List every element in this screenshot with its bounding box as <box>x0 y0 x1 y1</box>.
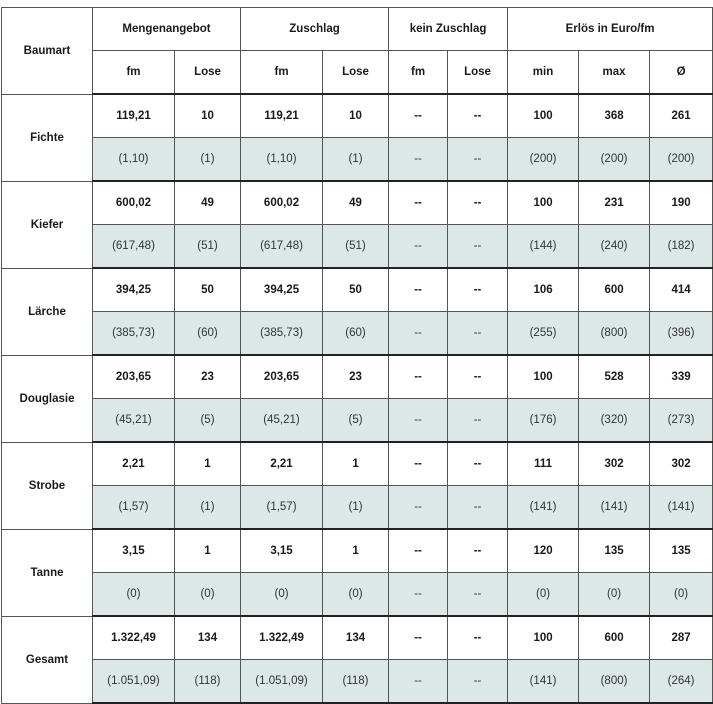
species-group <box>2 355 713 442</box>
cell-current: -- <box>448 442 508 486</box>
cell-current: 1.322,49 <box>93 616 175 660</box>
species-group <box>2 94 713 181</box>
cell-previous: (182) <box>650 225 713 269</box>
cell-current: -- <box>389 529 448 573</box>
cell-previous: -- <box>389 660 448 704</box>
cell-current: 119,21 <box>241 94 323 138</box>
cell-previous: (45,21) <box>93 399 175 443</box>
cell-previous: (141) <box>508 486 579 530</box>
cell-current: 3,15 <box>93 529 175 573</box>
cell-current: -- <box>389 616 448 660</box>
cell-current: 368 <box>579 94 650 138</box>
subheader-lose: Lose <box>175 51 241 95</box>
cell-previous: (200) <box>650 138 713 182</box>
cell-previous: (200) <box>579 138 650 182</box>
table-row-previous <box>2 312 713 356</box>
cell-previous: -- <box>389 138 448 182</box>
cell-previous: (385,73) <box>93 312 175 356</box>
cell-previous: -- <box>448 138 508 182</box>
species-name: Tanne <box>2 529 93 616</box>
header-baumart: Baumart <box>2 8 93 95</box>
table-row-previous <box>2 486 713 530</box>
species-name: Lärche <box>2 268 93 355</box>
cell-current: 100 <box>508 181 579 225</box>
cell-previous: (255) <box>508 312 579 356</box>
cell-previous: (1.051,09) <box>241 660 323 704</box>
cell-previous: (118) <box>175 660 241 704</box>
species-name: Kiefer <box>2 181 93 268</box>
cell-current: -- <box>389 94 448 138</box>
cell-previous: (320) <box>579 399 650 443</box>
cell-current: 394,25 <box>241 268 323 312</box>
table-row-current <box>2 355 713 399</box>
cell-current: 190 <box>650 181 713 225</box>
cell-current: 394,25 <box>93 268 175 312</box>
cell-current: 10 <box>323 94 389 138</box>
cell-current: 49 <box>175 181 241 225</box>
header-mengenangebot: Mengenangebot <box>93 8 241 51</box>
cell-current: -- <box>448 181 508 225</box>
table-row-current <box>2 442 713 486</box>
species-name: Strobe <box>2 442 93 529</box>
cell-previous: (0) <box>650 573 713 617</box>
species-group <box>2 529 713 616</box>
cell-current: -- <box>448 529 508 573</box>
cell-current: 2,21 <box>93 442 175 486</box>
table-row-current <box>2 181 713 225</box>
cell-previous: -- <box>389 573 448 617</box>
cell-current: 50 <box>175 268 241 312</box>
cell-current: 135 <box>579 529 650 573</box>
cell-current: 10 <box>175 94 241 138</box>
species-group <box>2 616 713 703</box>
cell-current: -- <box>448 355 508 399</box>
cell-current: -- <box>389 268 448 312</box>
cell-previous: (1.051,09) <box>93 660 175 704</box>
cell-previous: (1) <box>323 138 389 182</box>
species-group <box>2 181 713 268</box>
cell-current: 287 <box>650 616 713 660</box>
cell-previous: -- <box>448 486 508 530</box>
cell-previous: (800) <box>579 660 650 704</box>
cell-previous: (264) <box>650 660 713 704</box>
timber-auction-table <box>1 7 713 704</box>
cell-current: 302 <box>579 442 650 486</box>
cell-previous: (273) <box>650 399 713 443</box>
cell-current: -- <box>448 268 508 312</box>
subheader-lose: Lose <box>448 51 508 95</box>
species-name: Douglasie <box>2 355 93 442</box>
cell-previous: (1,10) <box>241 138 323 182</box>
cell-previous: (800) <box>579 312 650 356</box>
cell-previous: (141) <box>650 486 713 530</box>
subheader-avg: Ø <box>650 51 713 95</box>
table-row-current <box>2 616 713 660</box>
cell-current: 1 <box>175 529 241 573</box>
cell-current: 600,02 <box>93 181 175 225</box>
subheader-fm: fm <box>93 51 175 95</box>
cell-previous: (60) <box>175 312 241 356</box>
cell-current: 134 <box>175 616 241 660</box>
cell-previous: (385,73) <box>241 312 323 356</box>
cell-previous: (60) <box>323 312 389 356</box>
table-row-current <box>2 94 713 138</box>
cell-previous: (176) <box>508 399 579 443</box>
cell-current: 3,15 <box>241 529 323 573</box>
subheader-max: max <box>579 51 650 95</box>
cell-previous: (0) <box>323 573 389 617</box>
cell-current: 23 <box>175 355 241 399</box>
cell-current: 600 <box>579 268 650 312</box>
cell-current: 49 <box>323 181 389 225</box>
cell-previous: -- <box>389 225 448 269</box>
cell-current: 1 <box>323 442 389 486</box>
cell-current: 600,02 <box>241 181 323 225</box>
cell-previous: -- <box>448 399 508 443</box>
table-row-previous <box>2 225 713 269</box>
table-row-previous <box>2 573 713 617</box>
cell-current: 100 <box>508 355 579 399</box>
cell-current: 134 <box>323 616 389 660</box>
cell-previous: (51) <box>323 225 389 269</box>
cell-current: 203,65 <box>241 355 323 399</box>
cell-current: 261 <box>650 94 713 138</box>
table-row-previous <box>2 138 713 182</box>
cell-previous: (1,57) <box>241 486 323 530</box>
subheader-min: min <box>508 51 579 95</box>
species-group <box>2 442 713 529</box>
subheader-fm: fm <box>241 51 323 95</box>
cell-current: 120 <box>508 529 579 573</box>
cell-current: 600 <box>579 616 650 660</box>
species-name: Gesamt <box>2 616 93 703</box>
cell-current: 135 <box>650 529 713 573</box>
cell-previous: (1) <box>323 486 389 530</box>
cell-previous: (0) <box>579 573 650 617</box>
cell-previous: (1) <box>175 138 241 182</box>
cell-previous: (118) <box>323 660 389 704</box>
cell-current: -- <box>389 442 448 486</box>
cell-previous: -- <box>448 573 508 617</box>
cell-current: 23 <box>323 355 389 399</box>
cell-current: 302 <box>650 442 713 486</box>
species-group <box>2 268 713 355</box>
cell-previous: -- <box>389 312 448 356</box>
cell-previous: -- <box>448 312 508 356</box>
cell-current: 111 <box>508 442 579 486</box>
cell-current: -- <box>389 355 448 399</box>
cell-current: 1 <box>175 442 241 486</box>
cell-previous: (141) <box>579 486 650 530</box>
header-erloes: Erlös in Euro/fm <box>508 8 713 51</box>
cell-current: 203,65 <box>93 355 175 399</box>
cell-previous: (617,48) <box>241 225 323 269</box>
cell-previous: -- <box>448 225 508 269</box>
cell-previous: -- <box>389 399 448 443</box>
cell-current: 339 <box>650 355 713 399</box>
cell-previous: (617,48) <box>93 225 175 269</box>
cell-current: -- <box>448 616 508 660</box>
cell-current: 1 <box>323 529 389 573</box>
subheader-fm: fm <box>389 51 448 95</box>
header-zuschlag: Zuschlag <box>241 8 389 51</box>
cell-current: 106 <box>508 268 579 312</box>
cell-previous: (0) <box>508 573 579 617</box>
cell-current: 100 <box>508 616 579 660</box>
cell-current: 231 <box>579 181 650 225</box>
cell-current: 50 <box>323 268 389 312</box>
cell-previous: (51) <box>175 225 241 269</box>
subheader-lose: Lose <box>323 51 389 95</box>
species-name: Fichte <box>2 94 93 181</box>
cell-previous: (5) <box>323 399 389 443</box>
table-row-current <box>2 529 713 573</box>
cell-current: 528 <box>579 355 650 399</box>
cell-current: 2,21 <box>241 442 323 486</box>
cell-current: -- <box>389 181 448 225</box>
cell-previous: -- <box>389 486 448 530</box>
cell-previous: (0) <box>93 573 175 617</box>
cell-previous: (1) <box>175 486 241 530</box>
cell-current: 1.322,49 <box>241 616 323 660</box>
cell-current: 100 <box>508 94 579 138</box>
table-row-previous <box>2 399 713 443</box>
cell-previous: (144) <box>508 225 579 269</box>
table-row-current <box>2 268 713 312</box>
cell-previous: (396) <box>650 312 713 356</box>
cell-current: 414 <box>650 268 713 312</box>
cell-current: 119,21 <box>93 94 175 138</box>
cell-current: -- <box>448 94 508 138</box>
cell-previous: (200) <box>508 138 579 182</box>
header-kein-zuschlag: kein Zuschlag <box>389 8 508 51</box>
cell-previous: (1,10) <box>93 138 175 182</box>
cell-previous: (0) <box>175 573 241 617</box>
cell-previous: (0) <box>241 573 323 617</box>
table-row-previous <box>2 660 713 704</box>
cell-previous: (45,21) <box>241 399 323 443</box>
cell-previous: (1,57) <box>93 486 175 530</box>
cell-previous: (141) <box>508 660 579 704</box>
cell-previous: (5) <box>175 399 241 443</box>
cell-previous: (240) <box>579 225 650 269</box>
cell-previous: -- <box>448 660 508 704</box>
